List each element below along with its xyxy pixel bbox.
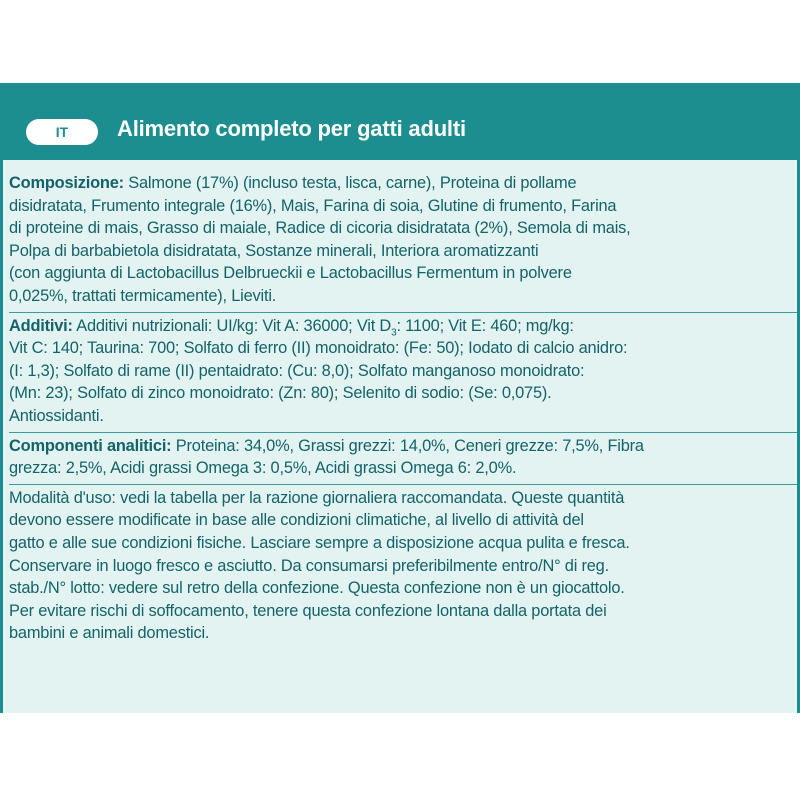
language-badge: IT xyxy=(26,119,98,145)
additives-line: (I: 1,3); Solfato di rame (II) pentaidrato: (Cu: 8,0); Solfato manganoso monoidrato: xyxy=(9,361,585,380)
analytical-label: Componenti analitici: xyxy=(9,436,172,455)
composition-line: Polpa di barbabietola disidratata, Sostanze minerali, Interiora aromatizzanti xyxy=(9,241,539,260)
composition-line: (con aggiunta di Lactobacillus Delbrueckii e Lactobacillus Fermentum in polvere xyxy=(9,264,572,283)
usage-line: stab./N° lotto: vedere sul retro della confezione. Questa confezione non è un giocattolo. xyxy=(9,579,625,598)
analytical-section xyxy=(9,433,797,485)
usage-line: bambini e animali domestici. xyxy=(9,624,210,643)
label-content xyxy=(3,160,797,713)
label-header xyxy=(3,86,797,171)
composition-line: 0,025%, trattati termicamente), Lieviti. xyxy=(9,286,277,305)
analytical-line: Proteina: 34,0%, Grassi grezzi: 14,0%, Ceneri grezze: 7,5%, Fibra xyxy=(171,436,644,455)
additives-line: Additivi nutrizionali: UI/kg: Vit A: 36000; Vit D xyxy=(72,316,392,335)
usage-line: gatto e alle sue condizioni fisiche. Lasciare sempre a disposizione acqua pulita e fresca. xyxy=(9,533,630,552)
composition-label: Composizione: xyxy=(9,174,124,192)
additives-section xyxy=(9,313,797,433)
usage-line: Per evitare rischi di soffocamento, tenere questa confezione lontana dalla portata dei xyxy=(9,601,607,620)
composition-line: di proteine di mais, Grasso di maiale, Radice di cicoria disidratata (2%), Semola di mais, xyxy=(9,219,631,238)
additives-line: (Mn: 23); Solfato di zinco monoidrato: (Zn: 80); Selenito di sodio: (Se: 0,075). xyxy=(9,384,552,403)
usage-line: Conservare in luogo fresco e asciutto. Da consumarsi preferibilmente entro/N° di reg. xyxy=(9,556,609,575)
usage-line: Modalità d'uso: vedi la tabella per la razione giornaliera raccomandata. Queste quantità xyxy=(9,488,625,507)
vitamin-d-subscript: 3 xyxy=(391,326,397,338)
analytical-line: grezza: 2,5%, Acidi grassi Omega 3: 0,5%, Acidi grassi Omega 6: 2,0%. xyxy=(9,459,517,478)
additives-line: Antiossidanti. xyxy=(9,406,104,425)
composition-section xyxy=(9,170,797,313)
composition-line: Salmone (17%) (incluso testa, lisca, carne), Proteina di pollame xyxy=(123,174,577,192)
product-title: Alimento completo per gatti adulti xyxy=(117,116,466,141)
usage-section xyxy=(9,485,797,649)
additives-line: : 1100; Vit E: 460; mg/kg: xyxy=(396,316,574,335)
usage-line: devono essere modificate in base alle condizioni climatiche, al livello di attività del xyxy=(9,511,584,530)
additives-line: Vit C: 140; Taurina: 700; Solfato di ferro (II) monoidrato: (Fe: 50); Iodato di calcio anidro: xyxy=(9,339,628,358)
additives-label: Additivi: xyxy=(9,316,73,335)
composition-line: disidratata, Frumento integrale (16%), Mais, Farina di soia, Glutine di frumento, Farina xyxy=(9,196,617,215)
